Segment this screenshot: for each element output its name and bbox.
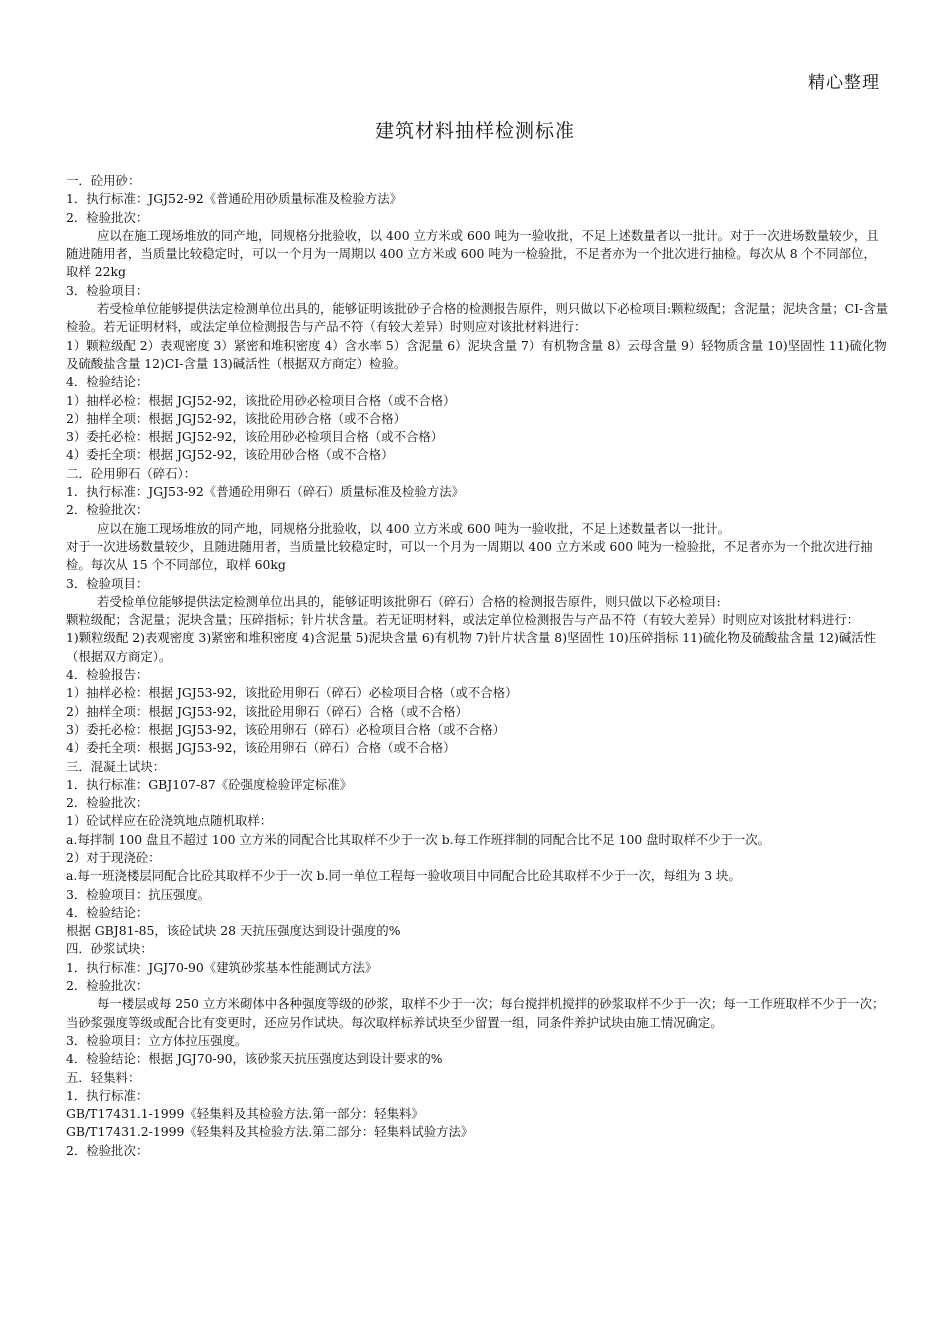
body-line: 4．检验结论： — [66, 904, 149, 920]
body-line: 2．检验批次： — [66, 502, 149, 518]
body-line: 应以在施工现场堆放的同产地，同规格分批验收，以 400 立方米或 600 吨为一验收批，不足上述数量者以一批计。 — [97, 520, 731, 536]
body-line: 根据 GBJ81-85，该砼试块 28 天抗压强度达到设计强度的% — [66, 923, 401, 939]
body-line: 2．检验批次： — [66, 978, 149, 994]
body-line: 2）对于现浇砼： — [66, 849, 161, 865]
body-line: 1)颗粒级配 2)表观密度 3)紧密和堆积密度 4)含泥量 5)泥块含量 6)有机物 7)针片状含量 8)坚固性 10)压碎指标 11)硫化物及硫酸盐含量 12)碱活性（根据双方商定）。 — [66, 630, 877, 664]
body-line: 4）委托全项：根据 JGJ53-92，该砼用卵石（碎石）合格（或不合格） — [66, 740, 456, 756]
body-line: 3．检验项目：抗压强度。 — [66, 886, 211, 902]
body-line: 1）砼试样应在砼浇筑地点随机取样： — [66, 813, 273, 829]
body-line: 二．砼用卵石（碎石）： — [66, 465, 197, 481]
header-note: 精心整理 — [808, 73, 880, 93]
body-line: 1．执行标准：GBJ107-87《砼强度检验评定标准》 — [66, 776, 353, 792]
body-line: 2．检验批次： — [66, 209, 149, 225]
body-line: 3．检验项目：立方体拉压强度。 — [66, 1032, 248, 1048]
body-line: 1．执行标准：JGJ70-90《建筑砂浆基本性能测试方法》 — [66, 959, 378, 975]
document-title: 建筑材料抽样检测标准 — [374, 120, 575, 142]
body-line: 4．检验报告： — [66, 667, 149, 683]
body-line: 四．砂浆试块： — [66, 941, 153, 957]
body-line: 五．轻集料： — [66, 1069, 141, 1085]
body-line: 2．检验批次： — [66, 795, 149, 811]
body-line: 若受检单位能够提供法定检测单位出具的，能够证明该批砂子合格的检测报告原件，则只做以下必检项目:颗粒级配；含泥量；泥块含量；CI-含量检验。若无证明材料，或法定单位检测报告与产品不符（有较大差异）时则应对该批材料进行： — [66, 301, 888, 335]
body-line: 1．执行标准：JGJ52-92《普通砼用砂质量标准及检验方法》 — [66, 191, 403, 207]
body-line: 4）委托全项：根据 JGJ52-92，该砼用砂合格（或不合格） — [66, 447, 394, 463]
body-line: 颗粒级配；含泥量；泥块含量；压碎指标；针片状含量。若无证明材料，或法定单位检测报告与产品不符（有较大差异）时则应对该批材料进行： — [66, 612, 859, 628]
body-line: 每一楼层或每 250 立方米砌体中各种强度等级的砂浆，取样不少于一次；每台搅拌机搅拌的砂浆取样不少于一次；每一工作班取样不少于一次；当砂浆强度等级或配合比有变更时，还应另作试块。每次取样标养试块至少留置一组，同条件养护试块由施工情况确定。 — [66, 996, 885, 1030]
body-line: 1）颗粒级配 2）表观密度 3）紧密和堆积密度 4）含水率 5）含泥量 6）泥块含量 7）有机物含量 8）云母含量 9）轻物质含量 10)坚固性 11)硫化物及硫酸盐含量 12)CI-含量 13)碱活性（根据双方商定）检验。 — [66, 337, 887, 371]
body-line: 1．执行标准： — [66, 1087, 149, 1103]
body-line: 1）抽样必检：根据 JGJ52-92，该批砼用砂必检项目合格（或不合格） — [66, 392, 456, 408]
body-line: 2）抽样全项：根据 JGJ52-92，该批砼用砂合格（或不合格） — [66, 410, 406, 426]
body-line: 应以在施工现场堆放的同产地，同规格分批验收，以 400 立方米或 600 吨为一验收批，不足上述数量者以一批计。对于一次进场数量较少，且随进随用者，当质量比较稳定时，可以一个月为一周期以 400 立方米或 600 吨为一检验批，不足者亦为一个批次进行抽检。每次从 8 个不同部位，取样 22kg — [66, 227, 879, 280]
body-line: 3．检验项目： — [66, 282, 149, 298]
body-line: 对于一次进场数量较少，且随进随用者，当质量比较稳定时，可以一个月为一周期以 400 立方米或 600 吨为一检验批，不足者亦为一个批次进行抽检。每次从 15 个不同部位，取样 60kg — [66, 538, 873, 573]
body-line: 4．检验结论：根据 JGJ70-90，该砂浆天抗压强度达到设计要求的% — [66, 1051, 443, 1067]
body-line: GB/T17431.2-1999《轻集料及其检验方法.第二部分：轻集料试验方法》 — [66, 1124, 474, 1140]
body-line: a.每拌制 100 盘且不超过 100 立方米的同配合比其取样不少于一次 b.每工作班拌制的同配合比不足 100 盘时取样不少于一次。 — [66, 831, 771, 847]
body-line: 2）抽样全项：根据 JGJ53-92，该批砼用卵石（碎石）合格（或不合格） — [66, 703, 468, 719]
body-line: GB/T17431.1-1999《轻集料及其检验方法.第一部分：轻集料》 — [66, 1106, 424, 1122]
body-line: 1．执行标准：JGJ53-92《普通砼用卵石（碎石）质量标准及检验方法》 — [66, 484, 464, 500]
body-line: 4．检验结论： — [66, 374, 149, 390]
body-line: 3）委托必检：根据 JGJ53-92，该砼用卵石（碎石）必检项目合格（或不合格） — [66, 721, 506, 737]
body-line: 2．检验批次： — [66, 1142, 149, 1158]
body-line: 若受检单位能够提供法定检测单位出具的，能够证明该批卵石（碎石）合格的检测报告原件，则只做以下必检项目: — [97, 593, 721, 609]
body-line: 1）抽样必检：根据 JGJ53-92，该批砼用卵石（碎石）必检项目合格（或不合格） — [66, 685, 518, 701]
body-line: 三．混凝土试块： — [66, 758, 166, 774]
body-line: a.每一班浇楼层同配合比砼其取样不少于一次 b.同一单位工程每一验收项目中同配合比砼其取样不少于一次，每组为 3 块。 — [66, 868, 741, 884]
document-body — [66, 172, 888, 1160]
body-line: 3．检验项目： — [66, 575, 149, 591]
body-line: 一．砼用砂： — [66, 173, 141, 188]
body-line: 3）委托必检：根据 JGJ52-92，该砼用砂必检项目合格（或不合格） — [66, 429, 444, 445]
